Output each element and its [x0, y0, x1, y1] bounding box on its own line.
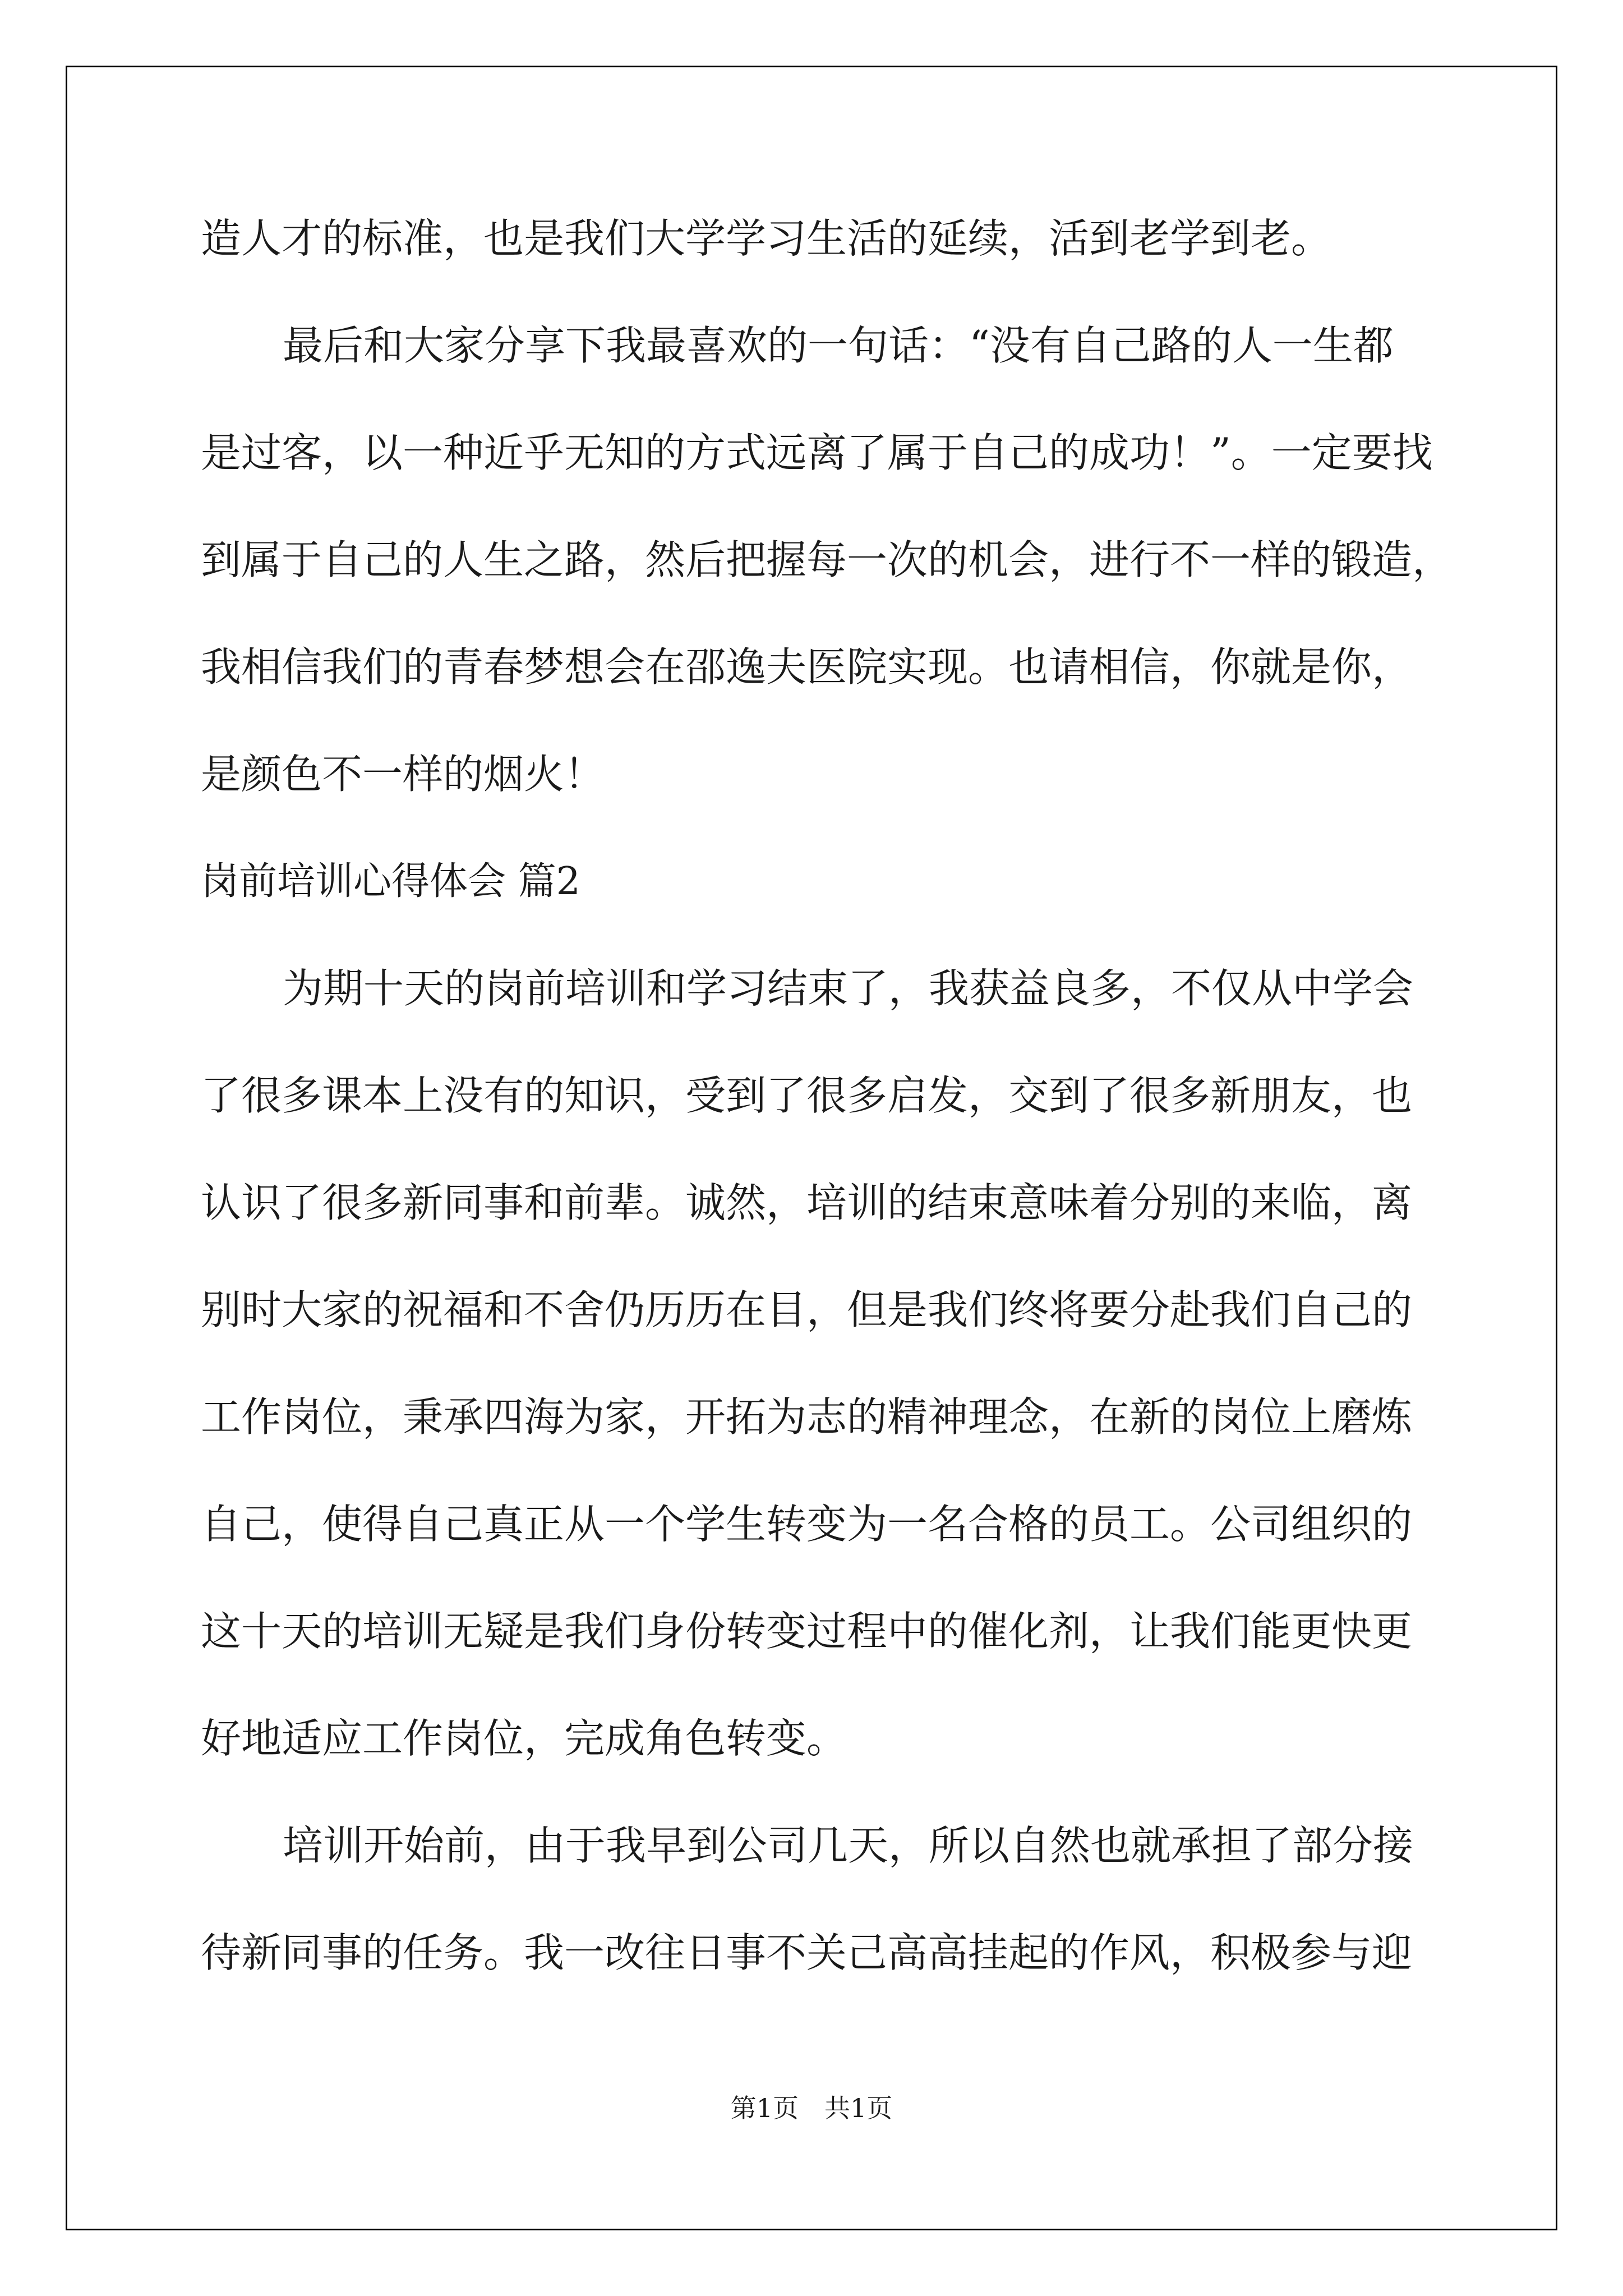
- text-line: 待新同事的任务。我一改往日事不关己高高挂起的作风，积极参与迎: [201, 1929, 1413, 1976]
- paragraph: [201, 1792, 1435, 2007]
- document-body: [201, 185, 1453, 2007]
- text-line: 认识了很多新同事和前辈。诚然，培训的结束意味着分别的来临，离: [201, 1179, 1413, 1226]
- paragraphs-before: [201, 185, 1453, 828]
- paragraph: [201, 185, 1435, 292]
- text-line: 为期十天的岗前培训和学习结束了，我获益良多，不仅从中学会: [283, 965, 1414, 1012]
- paragraphs-after: [201, 935, 1435, 2007]
- paragraph: [201, 292, 1453, 828]
- text-line: 好地适应工作岗位，完成角色转变。: [201, 1715, 847, 1762]
- text-line: 我相信我们的青春梦想会在邵逸夫医院实现。也请相信，你就是你，: [201, 643, 1413, 691]
- text-line: 造人才的标准，也是我们大学学习生活的延续，活到老学到老。: [201, 215, 1332, 262]
- text-line: 最后和大家分享下我最喜欢的一句话：“没有自己路的人一生都: [283, 322, 1394, 369]
- page-footer: 第1页 共1页: [730, 2093, 893, 2123]
- text-line: 工作岗位，秉承四海为家，开拓为志的精神理念，在新的岗位上磨炼: [201, 1393, 1413, 1441]
- text-line: 培训开始前，由于我早到公司几天，所以自然也就承担了部分接: [283, 1822, 1414, 1869]
- text-line: 是颜色不一样的烟火！: [201, 751, 605, 798]
- text-line: 到属于自己的人生之路，然后把握每一次的机会，进行不一样的锻造，: [201, 536, 1453, 583]
- paragraph: [201, 935, 1435, 1792]
- text-line: 这十天的培训无疑是我们身份转变过程中的催化剂，让我们能更快更: [201, 1608, 1413, 1655]
- section-heading: 岗前培训心得体会 篇2: [201, 859, 580, 904]
- text-line: 了很多课本上没有的知识，受到了很多启发，交到了很多新朋友，也: [201, 1072, 1413, 1119]
- text-line: 自己，使得自己真正从一个学生转变为一名合格的员工。公司组织的: [201, 1501, 1413, 1548]
- text-line: 别时大家的祝福和不舍仍历历在目，但是我们终将要分赴我们自己的: [201, 1286, 1413, 1333]
- text-line: 是过客，以一种近乎无知的方式远离了属于自己的成功！”。一定要找: [201, 429, 1433, 476]
